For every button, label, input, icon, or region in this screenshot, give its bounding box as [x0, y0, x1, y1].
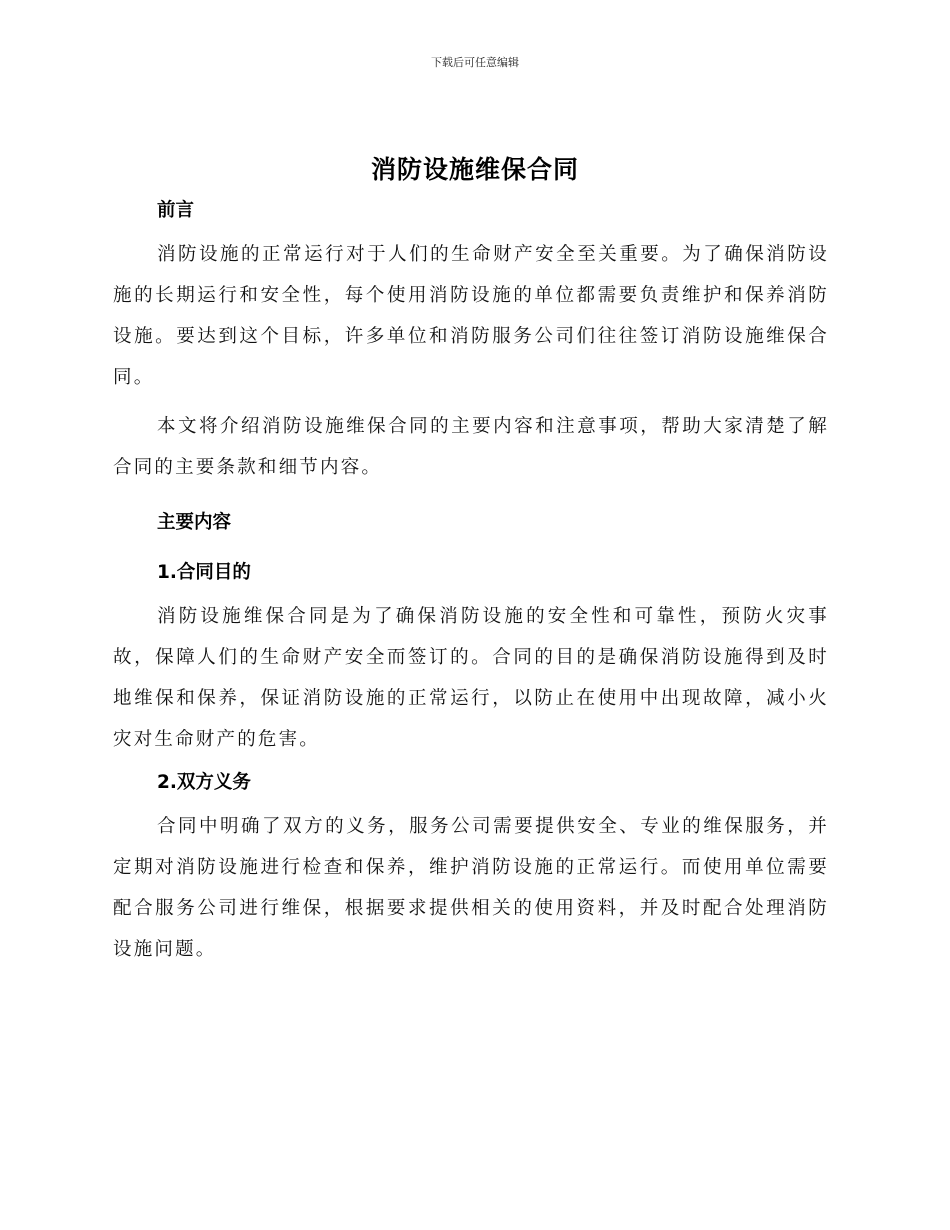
header-note: 下载后可任意编辑 — [431, 56, 519, 69]
purpose-paragraph: 消防设施维保合同是为了确保消防设施的安全性和可靠性，预防火灾事故，保障人们的生命财产安全而签订的。合同的目的是确保消防设施得到及时地维保和保养，保证消防设施的正常运行，以防止在使用中出现故障，减小火灾对生命财产的危害。 — [113, 606, 829, 750]
document-title: 消防设施维保合同 — [370, 155, 579, 184]
preface-paragraph-2: 本文将介绍消防设施维保合同的主要内容和注意事项，帮助大家清楚了解合同的主要条款和细节内容。 — [113, 416, 829, 478]
obligations-heading: 2.双方义务 — [157, 772, 251, 793]
document-body — [113, 196, 829, 970]
obligations-paragraph: 合同中明确了双方的义务，服务公司需要提供安全、专业的维保服务，并定期对消防设施进行检查和保养，维护消防设施的正常运行。而使用单位需要配合服务公司进行维保，根据要求提供相关的使用资料，并及时配合处理消防设施问题。 — [113, 816, 829, 960]
purpose-heading: 1.合同目的 — [157, 562, 251, 583]
preface-heading: 前言 — [157, 200, 195, 221]
preface-paragraph-1: 消防设施的正常运行对于人们的生命财产安全至关重要。为了确保消防设施的长期运行和安全性，每个使用消防设施的单位都需要负责维护和保养消防设施。要达到这个目标，许多单位和消防服务公司们往往签订消防设施维保合同。 — [113, 244, 829, 388]
main-content-heading: 主要内容 — [157, 512, 232, 533]
